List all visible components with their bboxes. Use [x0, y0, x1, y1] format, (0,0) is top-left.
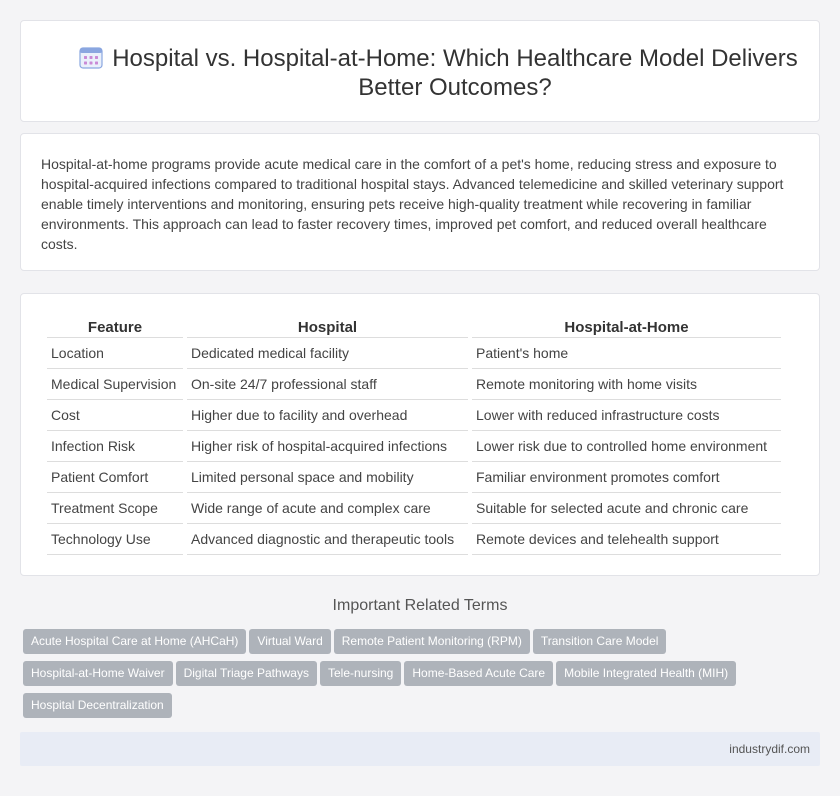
table-row [47, 369, 781, 400]
table-cell-hospital-at-home: Remote devices and telehealth support [472, 524, 781, 555]
table-cell-feature: Infection Risk [47, 431, 183, 462]
intro-paragraph: Hospital-at-home programs provide acute medical care in the comfort of a pet's home, reducing stress and exposure to hospital-acquired infections compared to traditional hospital stays. Advanced telemedicine and skilled veterinary support enable timely interventions and monitoring, ensuring pets receive high-quality treatment while recovering in familiar environments. This approach can lead to faster recovery times, improved pet comfort, and reduced overall healthcare costs. [41, 156, 784, 252]
column-header-hospital-at-home: Hospital-at-Home [472, 315, 781, 338]
table-cell-feature: Technology Use [47, 524, 183, 555]
comparison-table [43, 315, 785, 555]
table-cell-feature: Location [47, 338, 183, 369]
related-terms-list [23, 629, 813, 725]
table-cell-hospital-at-home: Patient's home [472, 338, 781, 369]
intro-card [20, 133, 820, 271]
related-term-tag[interactable]: Home-Based Acute Care [404, 661, 553, 686]
table-cell-feature: Medical Supervision [47, 369, 183, 400]
column-header-feature: Feature [47, 315, 183, 338]
table-row [47, 524, 781, 555]
table-cell-feature: Patient Comfort [47, 462, 183, 493]
comparison-card [20, 293, 820, 576]
table-row [47, 462, 781, 493]
table-cell-hospital-at-home: Suitable for selected acute and chronic care [472, 493, 781, 524]
related-term-tag[interactable]: Transition Care Model [533, 629, 667, 654]
page-title: Hospital vs. Hospital-at-Home: Which Healthcare Model Delivers Better Outcomes? [112, 45, 798, 101]
table-row [47, 338, 781, 369]
table-cell-feature: Treatment Scope [47, 493, 183, 524]
related-term-tag[interactable]: Digital Triage Pathways [176, 661, 317, 686]
related-term-tag[interactable]: Virtual Ward [249, 629, 330, 654]
table-cell-hospital: Higher risk of hospital-acquired infections [187, 431, 468, 462]
title-card [20, 20, 820, 122]
related-term-tag[interactable]: Hospital-at-Home Waiver [23, 661, 173, 686]
related-terms-heading: Important Related Terms [332, 597, 508, 614]
column-header-hospital: Hospital [187, 315, 468, 338]
calendar-grid-icon [79, 47, 103, 69]
table-header-row [47, 315, 781, 338]
related-term-tag[interactable]: Acute Hospital Care at Home (AHCaH) [23, 629, 246, 654]
table-cell-hospital: Higher due to facility and overhead [187, 400, 468, 431]
footer-site-link[interactable]: industrydif.com [729, 742, 810, 756]
table-cell-hospital: Wide range of acute and complex care [187, 493, 468, 524]
table-cell-hospital-at-home: Lower risk due to controlled home environment [472, 431, 781, 462]
table-row [47, 431, 781, 462]
related-term-tag[interactable]: Hospital Decentralization [23, 693, 172, 718]
table-cell-hospital: On-site 24/7 professional staff [187, 369, 468, 400]
table-cell-hospital-at-home: Familiar environment promotes comfort [472, 462, 781, 493]
table-cell-hospital: Advanced diagnostic and therapeutic tools [187, 524, 468, 555]
related-term-tag[interactable]: Tele-nursing [320, 661, 401, 686]
table-cell-hospital: Limited personal space and mobility [187, 462, 468, 493]
table-cell-hospital: Dedicated medical facility [187, 338, 468, 369]
footer [20, 732, 820, 766]
table-cell-hospital-at-home: Lower with reduced infrastructure costs [472, 400, 781, 431]
table-row [47, 493, 781, 524]
table-cell-feature: Cost [47, 400, 183, 431]
related-term-tag[interactable]: Mobile Integrated Health (MIH) [556, 661, 736, 686]
related-term-tag[interactable]: Remote Patient Monitoring (RPM) [334, 629, 530, 654]
table-row [47, 400, 781, 431]
table-cell-hospital-at-home: Remote monitoring with home visits [472, 369, 781, 400]
